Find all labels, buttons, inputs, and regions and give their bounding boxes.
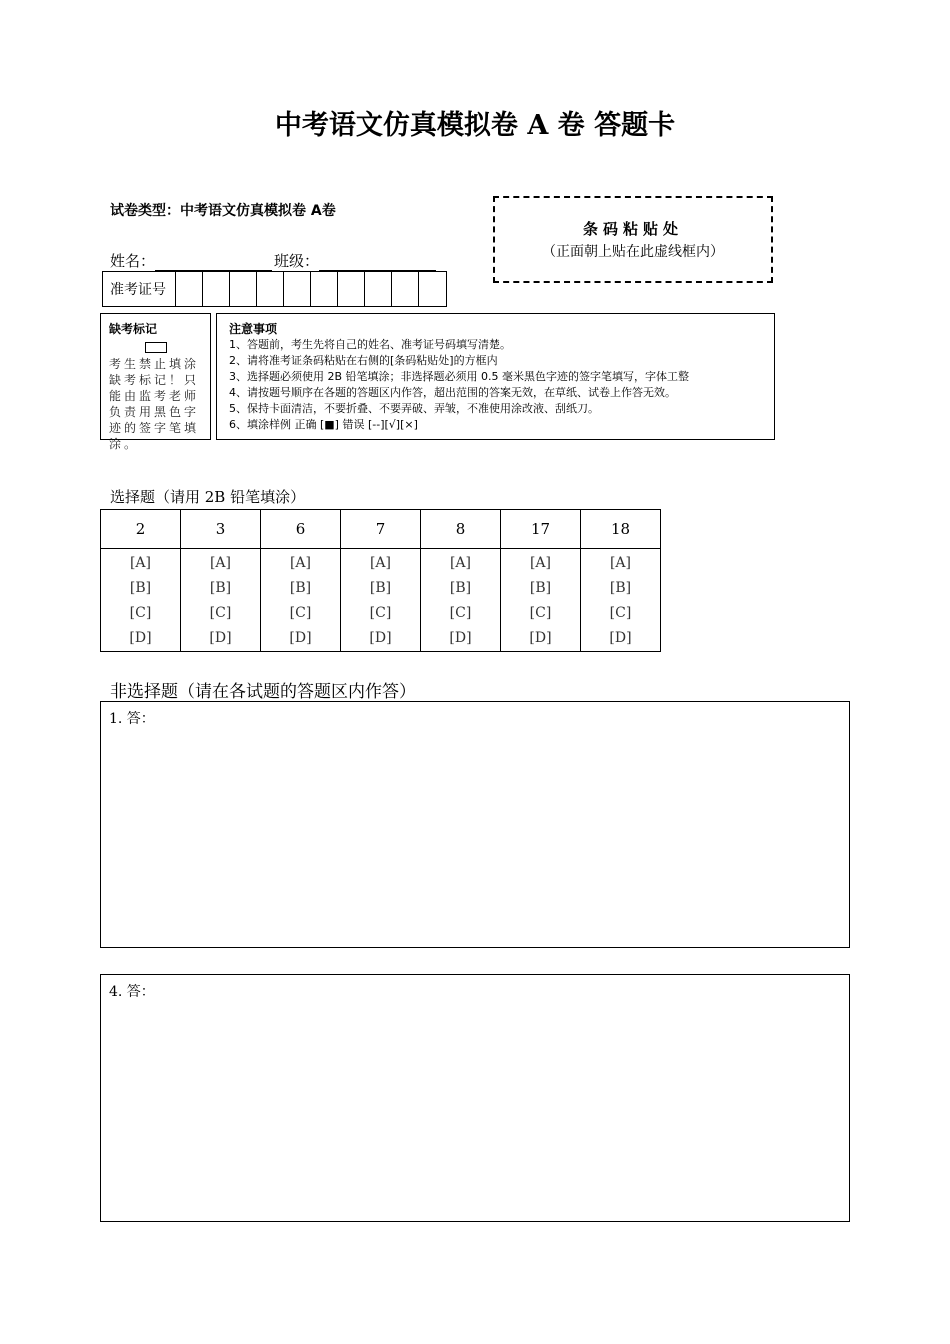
mc-option-bubble[interactable]: [D] [369, 630, 392, 646]
mc-option-bubble[interactable]: [A] [209, 555, 232, 571]
mc-question-number: 17 [501, 510, 581, 549]
mc-question-number: 2 [101, 510, 181, 549]
exam-id-cell[interactable] [203, 272, 230, 306]
mc-section-title: 选择题（请用 2B 铅笔填涂） [110, 488, 306, 506]
mc-option-cell [101, 549, 181, 652]
exam-id-cell[interactable] [230, 272, 257, 306]
mc-option-bubble[interactable]: [C] [209, 605, 232, 621]
barcode-area [493, 196, 773, 283]
page-title: 中考语文仿真模拟卷 A 卷 答题卡 [274, 110, 676, 141]
mc-option-cell [581, 549, 661, 652]
mc-option-bubble[interactable]: [C] [369, 605, 392, 621]
mc-option-cell [181, 549, 261, 652]
mc-options-row [101, 549, 661, 652]
mc-option-bubble[interactable]: [A] [369, 555, 392, 571]
notice-item: 2、请将准考证条码粘贴在右侧的[条码粘贴处]的方框内 [229, 354, 498, 367]
mc-option-cell [341, 549, 421, 652]
mc-question-number: 3 [181, 510, 261, 549]
exam-id-cell[interactable] [311, 272, 338, 306]
absent-mark-box [100, 313, 211, 451]
exam-id-label: 准考证号 [103, 272, 176, 306]
mc-option-bubble[interactable]: [D] [129, 630, 152, 646]
mc-option-bubble[interactable]: [D] [609, 630, 632, 646]
mc-option-bubble[interactable]: [B] [289, 580, 312, 596]
mc-option-bubble[interactable]: [A] [609, 555, 632, 571]
exam-id-cell[interactable] [284, 272, 311, 306]
mc-option-bubble[interactable]: [B] [209, 580, 232, 596]
mc-question-number: 7 [341, 510, 421, 549]
mc-option-cell [421, 549, 501, 652]
absent-instructions: 考生禁止填涂缺考标记！只能由监考老师负责用黑色字迹的签字笔填涂。 [109, 357, 200, 451]
mc-option-bubble[interactable]: [B] [609, 580, 632, 596]
exam-id-cell[interactable] [176, 272, 203, 306]
answer-box-1[interactable] [100, 701, 850, 948]
mc-option-bubble[interactable]: [A] [289, 555, 312, 571]
exam-id-row [102, 271, 447, 307]
mc-question-number: 8 [421, 510, 501, 549]
paper-type: 试卷类型：中考语文仿真模拟卷 A卷 [110, 203, 336, 219]
exam-id-cell[interactable] [257, 272, 284, 306]
class-field[interactable] [319, 254, 436, 271]
name-label: 姓名： [110, 252, 156, 270]
notice-item: 3、选择题必须使用 2B 铅笔填涂；非选择题必须用 0.5 毫米黑色字迹的签字笔填写，字体工整 [229, 370, 690, 383]
mc-option-bubble[interactable]: [C] [529, 605, 552, 621]
mc-question-number: 6 [261, 510, 341, 549]
notice-box [216, 313, 775, 440]
answer-label: 1. 答： [109, 711, 155, 727]
notice-item: 1、答题前，考生先将自己的姓名、准考证号码填写清楚。 [229, 338, 511, 351]
exam-id-cell[interactable] [392, 272, 419, 306]
mc-option-bubble[interactable]: [D] [449, 630, 472, 646]
notice-item: 5、保持卡面清洁，不要折叠、不要弄破、弄皱，不准使用涂改液、刮纸刀。 [229, 402, 599, 415]
mc-option-bubble[interactable]: [D] [209, 630, 232, 646]
mc-option-bubble[interactable]: [B] [529, 580, 552, 596]
notice-item: 4、请按题号顺序在各题的答题区内作答，超出范围的答案无效，在草纸、试卷上作答无效。 [229, 386, 676, 399]
mc-option-bubble[interactable]: [D] [289, 630, 312, 646]
mc-question-row [101, 510, 661, 549]
mc-option-bubble[interactable]: [B] [369, 580, 392, 596]
barcode-title: 条码粘贴处 [582, 220, 683, 238]
answer-box-4[interactable] [100, 974, 850, 1222]
mc-option-bubble[interactable]: [B] [449, 580, 472, 596]
absent-checkbox[interactable] [145, 342, 167, 353]
mc-question-number: 18 [581, 510, 661, 549]
notice-title: 注意事项 [229, 322, 278, 336]
mc-option-bubble[interactable]: [B] [129, 580, 152, 596]
mc-answer-table [100, 509, 661, 652]
name-class-line [110, 250, 438, 271]
barcode-subtitle: （正面朝上贴在此虚线框内） [542, 244, 724, 260]
mc-option-cell [261, 549, 341, 652]
mc-option-bubble[interactable]: [A] [529, 555, 552, 571]
absent-title: 缺考标记 [109, 322, 158, 336]
notice-item: 6、填涂样例 正确 [■] 错误 [--][√][×] [229, 418, 418, 431]
answer-label: 4. 答： [109, 984, 155, 1000]
name-field[interactable] [155, 254, 272, 271]
exam-id-cell[interactable] [338, 272, 365, 306]
non-choice-title: 非选择题（请在各试题的答题区内作答） [110, 682, 416, 702]
mc-option-bubble[interactable]: [C] [289, 605, 312, 621]
exam-id-cell[interactable] [419, 272, 446, 306]
mc-option-bubble[interactable]: [D] [529, 630, 552, 646]
mc-option-bubble[interactable]: [A] [129, 555, 152, 571]
mc-option-bubble[interactable]: [A] [449, 555, 472, 571]
exam-id-cell[interactable] [365, 272, 392, 306]
class-label: 班级： [274, 252, 320, 270]
mc-option-cell [501, 549, 581, 652]
mc-option-bubble[interactable]: [C] [609, 605, 632, 621]
mc-option-bubble[interactable]: [C] [129, 605, 152, 621]
mc-option-bubble[interactable]: [C] [449, 605, 472, 621]
